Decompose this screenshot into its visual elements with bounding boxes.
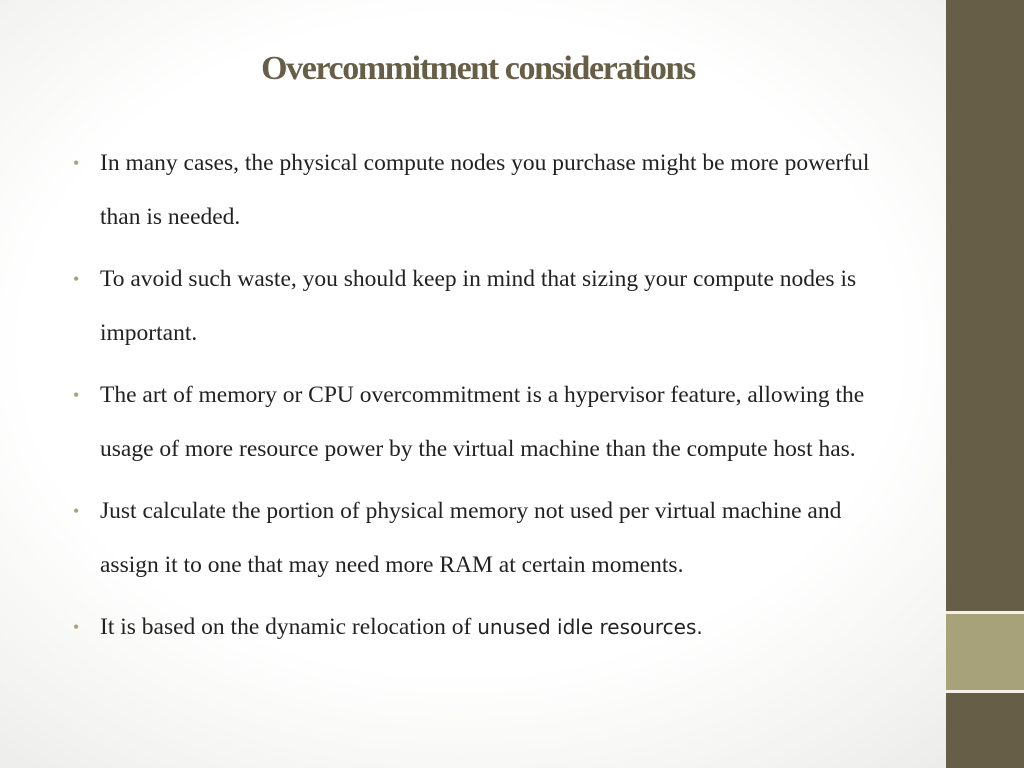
bullet-dot-icon: • [73, 269, 80, 289]
bullet-dot-icon: • [73, 617, 80, 637]
bullet-dot-icon: • [73, 501, 80, 521]
slide-title: Overcommitment considerations [261, 50, 695, 87]
decorative-sidebar [946, 0, 1024, 768]
bullet-item [73, 136, 893, 244]
bullet-text: To avoid such waste, you should keep in mind that sizing your compute nodes is important. [100, 266, 857, 346]
bullet-list [73, 136, 893, 662]
bullet-text: In many cases, the physical compute nodes you purchase might be more powerful than is needed. [100, 150, 870, 230]
bullet-text: The art of memory or CPU overcommitment is a hypervisor feature, allowing the usage of more resource power by the virtual machine than the compute host has. [100, 382, 865, 462]
bullet-dot-icon: • [73, 385, 80, 405]
bullet-text-sans-run: unused idle resources. [477, 615, 703, 639]
bullet-item [73, 252, 893, 360]
bullet-text: Just calculate the portion of physical memory not used per virtual machine and assign it to one that may need more RAM at certain moments. [100, 498, 842, 578]
bullet-item [73, 368, 893, 476]
bullet-item [73, 600, 893, 654]
sidebar-accent-block [946, 614, 1024, 690]
bullet-item [73, 484, 893, 592]
bullet-dot-icon: • [73, 153, 80, 173]
bullet-text: It is based on the dynamic relocation of [100, 614, 478, 640]
sidebar-divider [946, 690, 1024, 693]
